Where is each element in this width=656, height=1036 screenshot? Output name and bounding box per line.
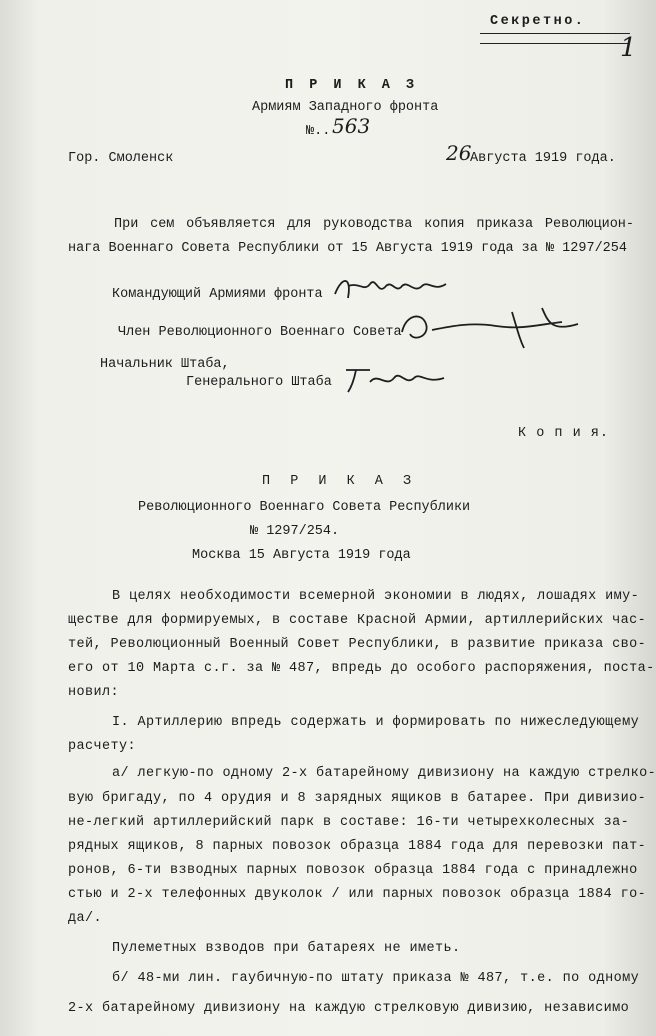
secret-double-underline: [480, 43, 630, 44]
copy-mark: К о п и я.: [518, 426, 610, 441]
paragraph-1-line-1: I. Артиллерию впредь содержать и формировать по нижеследующему: [112, 715, 640, 730]
second-order-place-date: Москва 15 Августа 1919 года: [192, 548, 411, 563]
secret-underline: [480, 33, 630, 34]
city: Гор. Смоленск: [68, 151, 174, 166]
second-order-number: № 1297/254.: [250, 524, 340, 539]
item-b-line-1: б/ 48-ми лин. гаубичную-по штату приказа № 487, т.е. по одному: [112, 971, 640, 986]
second-order-issuer: Революционного Военнаго Совета Республики: [138, 500, 471, 515]
preamble-line-5: новил:: [68, 685, 120, 700]
order-date: Августа 1919 года.: [470, 151, 616, 166]
intro-paragraph: При сем объявляется для руководства копия приказа Революцион-нага Военнаго Совета Республики от 15 Августа 1919 года за № 1297/254: [68, 217, 634, 256]
item-a-line-4: рядных ящиков, 8 парных повозок образца 1884 года для перевозки пат-: [68, 839, 647, 854]
item-a-line-5: ронов, 6-ти взводных парных повозок образца 1884 года с принадлежно: [68, 863, 638, 878]
signature-member-label: Член Революционного Военнаго Совета: [118, 325, 402, 340]
preamble-line-2: ществе для формируемых, в составе Красной Армии, артиллерийских час-: [68, 613, 647, 628]
item-a-line-2: вую бригаду, по 4 орудия и 8 зарядных ящиков в батарее. При дивизио-: [68, 791, 647, 806]
order-number-handwritten: 563: [332, 114, 371, 138]
preamble-line-4: его от 10 Марта с.г. за № 487, впредь до особого распоряжения, поста-: [68, 661, 655, 676]
order-number-prefix: №..: [306, 124, 331, 139]
handwritten-page-mark: 1: [620, 33, 637, 63]
signature-chief-label-1: Начальник Штаба,: [100, 357, 230, 372]
paragraph-1-line-2: расчету:: [68, 739, 137, 754]
item-b-line-2: 2-х батарейному дивизиону на каждую стрелковую дивизию, независимо: [68, 1001, 630, 1016]
commander-signature: [330, 272, 450, 306]
item-a-line-6: стью и 2-х телефонных двуколок / или парных повозок образца 1884 го-: [68, 887, 647, 902]
preamble-line-1: В целях необходимости всемерной экономии в людях, лошадях иму-: [112, 589, 640, 604]
preamble-line-3: тей, Революционный Военный Совет Республики, в развитие приказа сво-: [68, 637, 647, 652]
item-a-line-7: да/.: [68, 911, 103, 926]
item-a-line-3: не-легкий артиллерийский парк в составе: 16-ти четырехколесных за-: [68, 815, 630, 830]
date-day-handwritten: 26: [446, 141, 472, 165]
secret-stamp: Секретно.: [490, 14, 586, 29]
item-a-line-1: а/ легкую-по одному 2-х батарейному дивизиону на каждую стрелко-: [112, 766, 656, 781]
order-addressee: Армиям Западного фронта: [252, 100, 439, 115]
machine-gun-note: Пулеметных взводов при батареях не иметь.: [112, 941, 461, 956]
chief-signature: [340, 362, 450, 396]
order-title: П Р И К А З: [285, 78, 419, 93]
signature-commander-label: Командующий Армиями фронта: [112, 287, 323, 302]
second-order-title: П Р И К А З: [262, 474, 418, 489]
signature-chief-label-2: Генерального Штаба: [186, 375, 332, 390]
member-signature: [392, 302, 592, 354]
